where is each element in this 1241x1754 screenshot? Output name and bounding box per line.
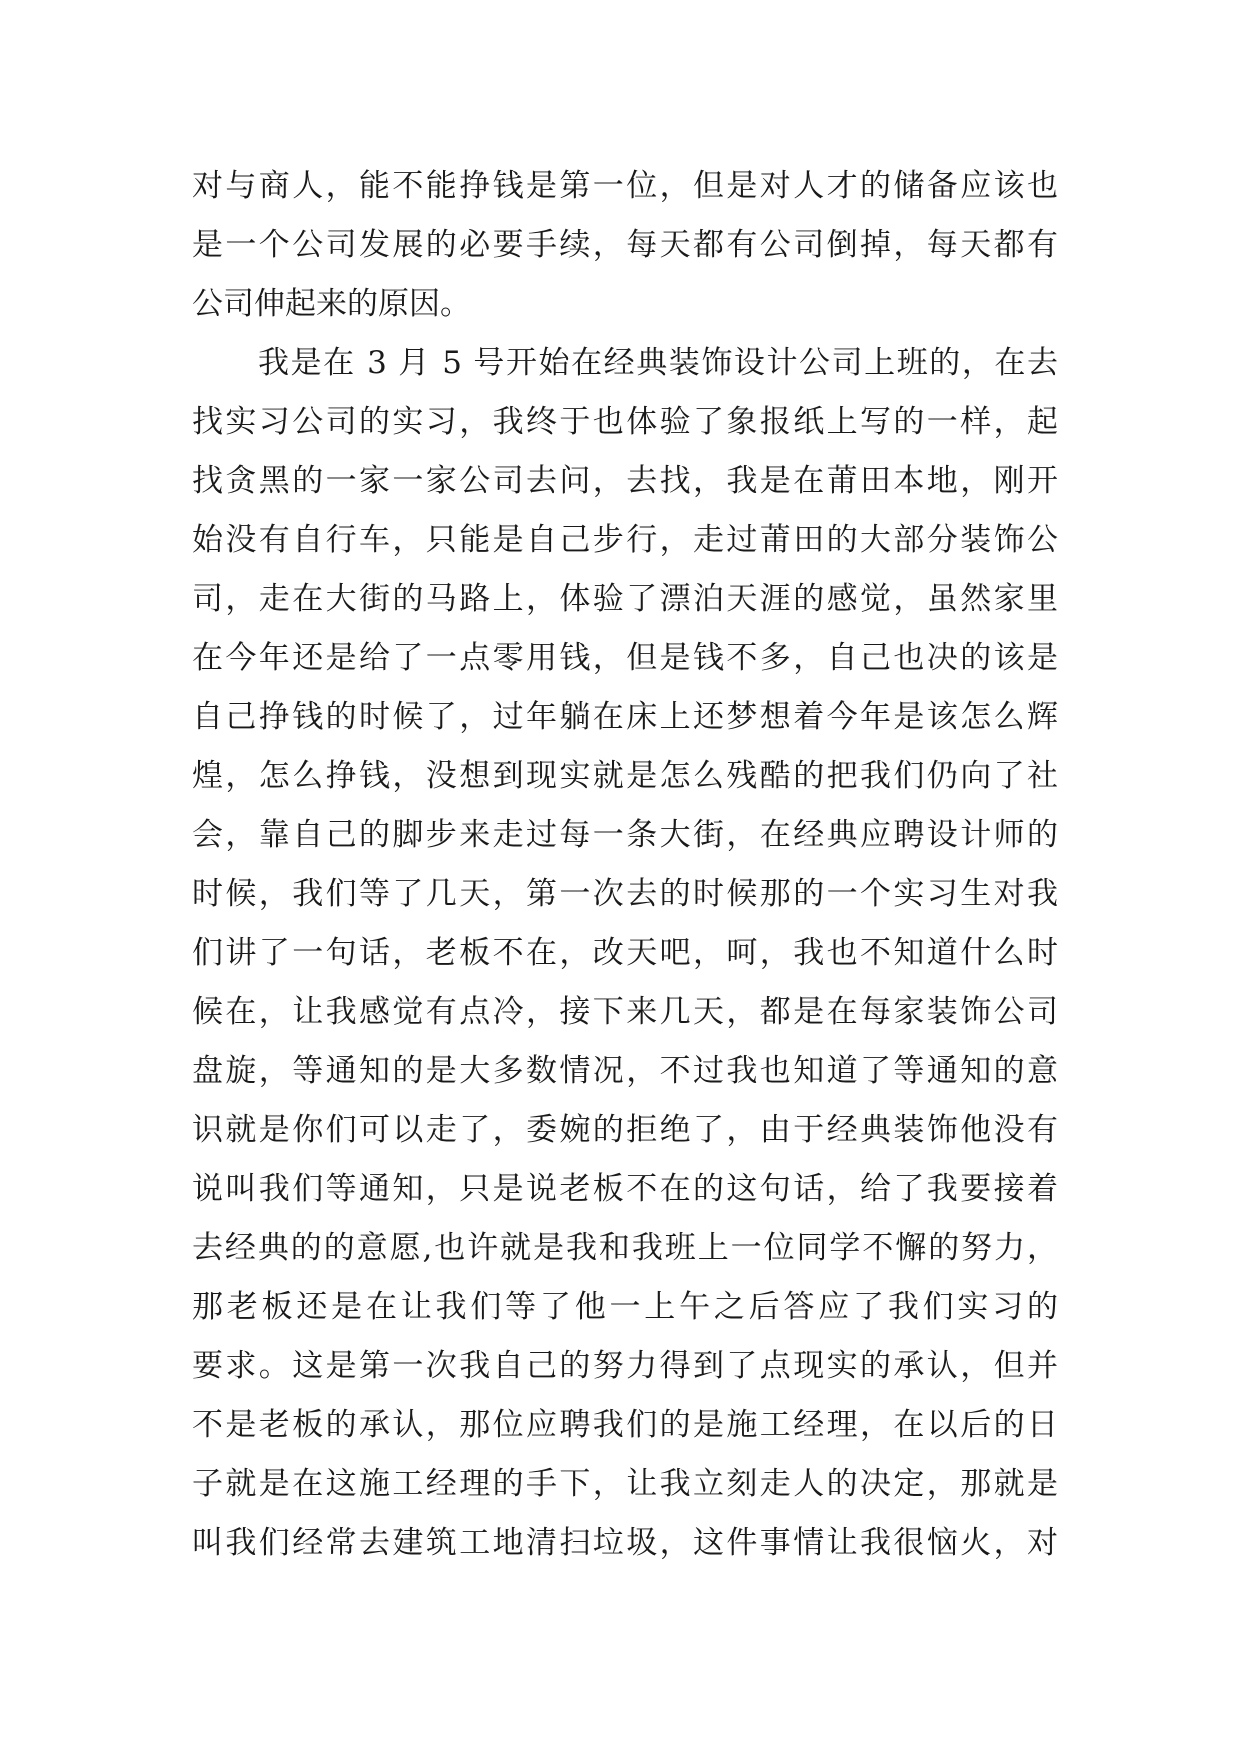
text-line: 我是在 3 月 5 号开始在经典装饰设计公司上班的，在去 — [258, 345, 1058, 381]
text-line: 时候，我们等了几天，第一次去的时候那的一个实习生对我 — [192, 876, 1058, 912]
text-line: 在今年还是给了一点零用钱，但是钱不多，自己也决的该是 — [192, 640, 1058, 676]
text-line: 盘旋，等通知的是大多数情况，不过我也知道了等通知的意 — [192, 1053, 1058, 1089]
text-line: 们讲了一句话，老板不在，改天吧，呵，我也不知道什么时 — [192, 935, 1058, 971]
text-line: 去经典的的意愿,也许就是我和我班上一位同学不懈的努力， — [192, 1230, 1058, 1266]
text-line: 对与商人，能不能挣钱是第一位，但是对人才的储备应该也 — [192, 168, 1058, 204]
text-line: 识就是你们可以走了，委婉的拒绝了，由于经典装饰他没有 — [192, 1112, 1058, 1148]
text-line: 叫我们经常去建筑工地清扫垃圾，这件事情让我很恼火，对 — [192, 1525, 1058, 1561]
text-line: 候在，让我感觉有点冷，接下来几天，都是在每家装饰公司 — [192, 994, 1058, 1030]
text-line: 公司伸起来的原因。 — [192, 286, 471, 322]
text-line: 会，靠自己的脚步来走过每一条大街，在经典应聘设计师的 — [192, 817, 1058, 853]
text-line: 自己挣钱的时候了，过年躺在床上还梦想着今年是该怎么辉 — [192, 699, 1058, 735]
text-line: 煌，怎么挣钱，没想到现实就是怎么残酷的把我们仍向了社 — [192, 758, 1058, 794]
text-line: 司，走在大街的马路上，体验了漂泊天涯的感觉，虽然家里 — [192, 581, 1058, 617]
document-body — [192, 157, 1058, 1573]
text-line: 不是老板的承认，那位应聘我们的是施工经理，在以后的日 — [192, 1407, 1058, 1443]
text-line: 是一个公司发展的必要手续，每天都有公司倒掉，每天都有 — [192, 227, 1058, 263]
text-line: 子就是在这施工经理的手下，让我立刻走人的决定，那就是 — [192, 1466, 1058, 1502]
text-line: 要求。这是第一次我自己的努力得到了点现实的承认，但并 — [192, 1348, 1058, 1384]
text-line: 说叫我们等通知，只是说老板不在的这句话，给了我要接着 — [192, 1171, 1058, 1207]
text-line: 始没有自行车，只能是自己步行，走过莆田的大部分装饰公 — [192, 522, 1058, 558]
text-line: 那老板还是在让我们等了他一上午之后答应了我们实习的 — [192, 1289, 1058, 1325]
text-line: 找贪黑的一家一家公司去问，去找，我是在莆田本地，刚开 — [192, 463, 1058, 499]
text-line: 找实习公司的实习，我终于也体验了象报纸上写的一样，起 — [192, 404, 1058, 440]
paragraph-1 — [192, 157, 1058, 334]
paragraph-2 — [192, 334, 1058, 1573]
